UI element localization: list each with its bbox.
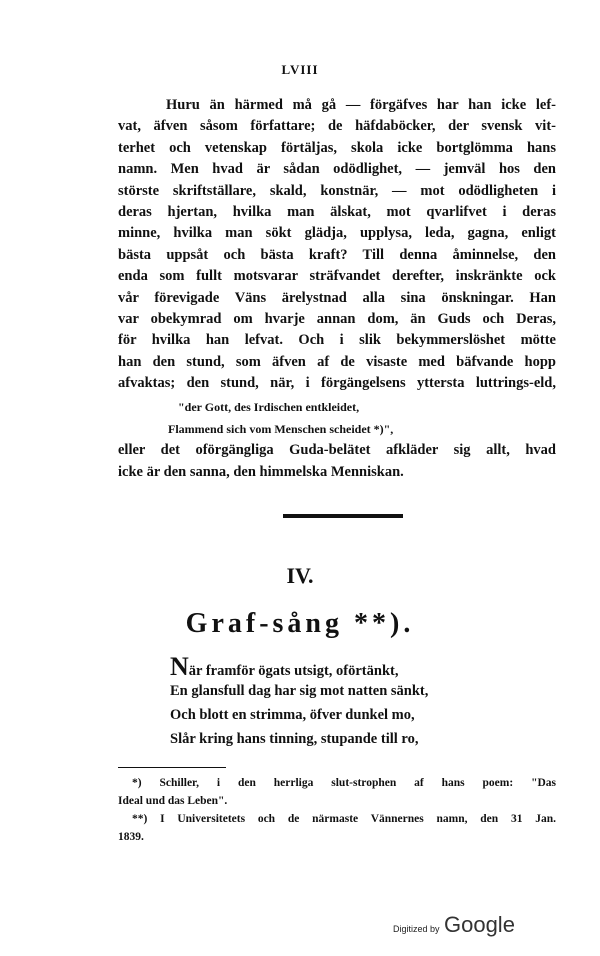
prose-line: störste skriftställare, skald, konstnär, — mot odödligheten i: [118, 182, 556, 199]
google-logo: Google: [443, 912, 515, 937]
prose-line: namn. Men hvad är sådan odödlighet, — jemväl hos den: [118, 161, 556, 178]
footnote-line: Ideal und das Leben".: [118, 795, 228, 807]
verse-line: Och blott en strimma, öfver dunkel mo,: [170, 707, 415, 723]
prose-line: terhet och vetenskap förtäljas, skola icke bortglömma hans: [118, 139, 556, 156]
prose-line: för hvilka han lefvat. Och i slik bekymmerslöshet mötte: [118, 332, 556, 349]
watermark-prefix: Digitized by: [393, 924, 440, 934]
prose-paragraph: [118, 95, 556, 483]
verse-line: [170, 652, 428, 681]
drop-cap: N: [170, 652, 189, 681]
footnotes: [118, 774, 556, 846]
verse-line: En glansfull dag har sig mot natten sänkt,: [170, 683, 429, 699]
prose-line: deras hjertan, hvilka man älskat, mot qvarlifvet i deras: [118, 203, 556, 220]
prose-line: Huru än härmed må gå — förgäfves har han icke lef-: [166, 97, 556, 113]
prose-line: vår förevigade Väns ärelystnad alla sina önskningar. Han: [118, 289, 556, 306]
footnote-line: **) I Universitetets och de närmaste Vännernes namn, den 31 Jan.: [132, 813, 556, 825]
prose-line: enda som fullt motsvarar sträfvandet derefter, inskränkte ock: [118, 268, 556, 285]
poem-verse: [170, 652, 429, 751]
prose-line: icke är den sanna, den himmelska Menniskan.: [118, 463, 404, 480]
footnote-line: 1839.: [118, 831, 144, 843]
quote-line: Flammend sich vom Menschen scheidet *)",: [168, 421, 394, 436]
footnote-line: *) Schiller, i den herrliga slut-strophen af hans poem: "Das: [132, 777, 556, 789]
section-divider: [283, 514, 403, 518]
prose-line: afvaktas; den stund, när, i förgängelsens yttersta luttrings-eld,: [118, 375, 556, 392]
footnote-rule: [118, 767, 226, 768]
quote-line: "der Gott, des Irdischen entkleidet,: [178, 400, 360, 415]
page-number: LVIII: [281, 62, 319, 77]
prose-line: eller det oförgängliga Guda-belätet afkläder sig allt, hvad: [118, 442, 556, 459]
prose-line: bästa uppsåt och bästa kraft? Till denna åminnelse, den: [118, 246, 556, 263]
prose-line: han den stund, som äfven af de visaste med bäfvande hopp: [118, 353, 556, 370]
section-number: IV.: [286, 563, 314, 588]
prose-line: var obekymrad om hvarje annan dom, än Guds och Deras,: [118, 310, 556, 327]
verse-line: Slår kring hans tinning, stupande till ro,: [170, 731, 419, 747]
digitized-watermark: [393, 912, 515, 938]
prose-line: vat, äfven såsom författare; de häfdaböcker, der svensk vit-: [118, 118, 556, 135]
verse-text: är framför ögats utsigt, oförtänkt,: [188, 663, 399, 679]
prose-line: minne, hvilka man sökt glädja, upplysa, leda, gagna, enligt: [118, 225, 556, 242]
poem-title: Graf-sång **).: [185, 608, 415, 639]
